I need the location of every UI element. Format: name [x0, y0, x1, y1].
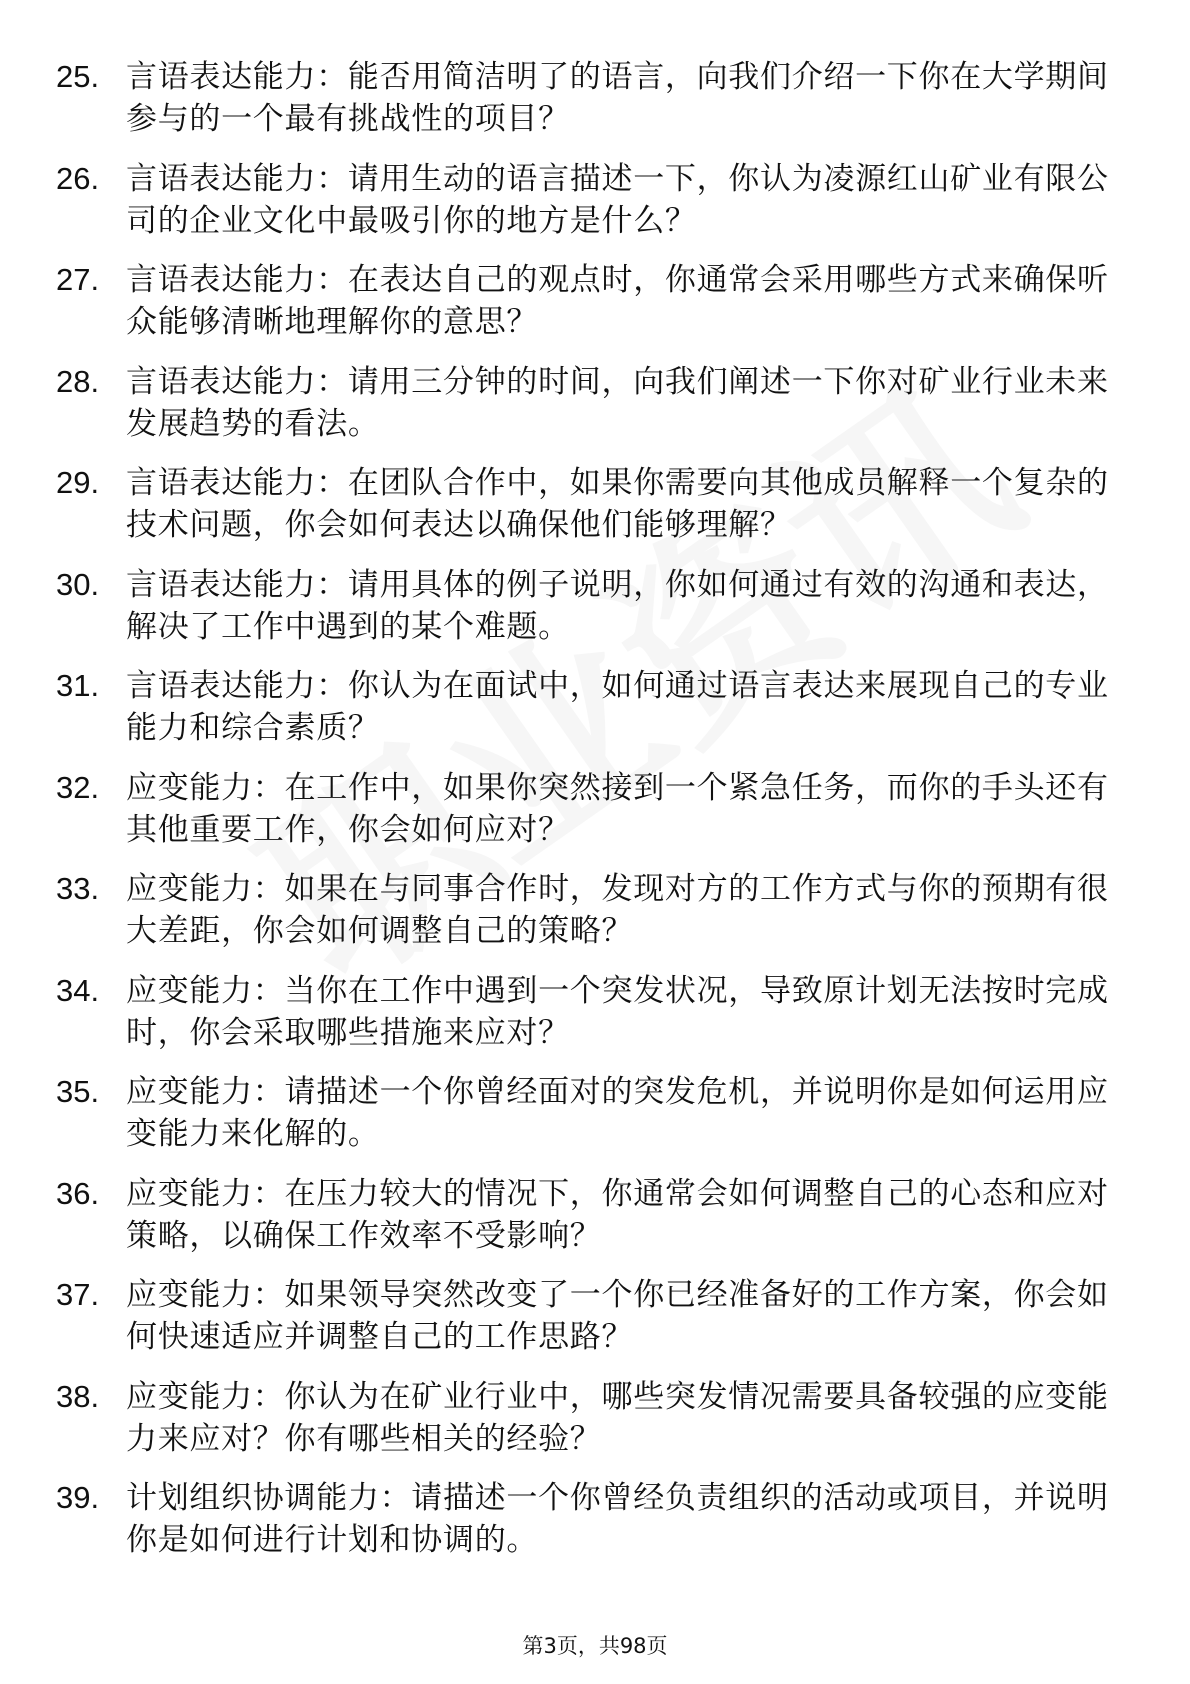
question-item — [0, 970, 1190, 1072]
page-footer: 第3页，共98页 — [522, 1634, 668, 1658]
question-item — [0, 1477, 1190, 1579]
question-number: 26. — [56, 160, 100, 196]
question-text: 应变能力：你认为在矿业行业中，哪些突发情况需要具备较强的应变能力来应对？你有哪些相关的经验？ — [126, 1378, 1109, 1457]
question-number: 36. — [56, 1175, 100, 1211]
question-text: 应变能力：如果在与同事合作时，发现对方的工作方式与你的预期有很大差距，你会如何调整自己的策略？ — [126, 871, 1109, 949]
question-item — [0, 259, 1190, 361]
question-number: 27. — [56, 262, 100, 297]
question-number: 38. — [56, 1378, 100, 1414]
question-text: 应变能力：在工作中，如果你突然接到一个紧急任务，而你的手头还有其他重要工作，你会如何应对？ — [126, 769, 1109, 848]
question-item — [0, 1173, 1190, 1275]
question-text: 言语表达能力：能否用简洁明了的语言，向我们介绍一下你在大学期间参与的一个最有挑战性的项目？ — [126, 59, 1109, 137]
question-text: 言语表达能力：在表达自己的观点时，你通常会采用哪些方式来确保听众能够清晰地理解你的意思？ — [126, 262, 1109, 340]
question-item — [0, 564, 1190, 666]
question-number: 32. — [56, 769, 100, 805]
question-item — [0, 1376, 1190, 1478]
question-number: 39. — [56, 1480, 100, 1515]
question-text: 言语表达能力：请用三分钟的时间，向我们阐述一下你对矿业行业未来发展趋势的看法。 — [126, 363, 1109, 442]
question-text: 言语表达能力：在团队合作中，如果你需要向其他成员解释一个复杂的技术问题，你会如何表达以确保他们能够理解？ — [126, 465, 1109, 543]
question-list — [0, 56, 1190, 1579]
question-text: 计划组织协调能力：请描述一个你曾经负责组织的活动或项目，并说明你是如何进行计划和协调的。 — [126, 1480, 1109, 1558]
question-text: 应变能力：如果领导突然改变了一个你已经准备好的工作方案，你会如何快速适应并调整自己的工作思路？ — [126, 1277, 1109, 1355]
question-text: 言语表达能力：请用生动的语言描述一下，你认为凌源红山矿业有限公司的企业文化中最吸引你的地方是什么？ — [126, 160, 1109, 239]
question-item — [0, 767, 1190, 869]
question-number: 31. — [56, 668, 100, 703]
question-item — [0, 158, 1190, 260]
question-text: 应变能力：在压力较大的情况下，你通常会如何调整自己的心态和应对策略，以确保工作效率不受影响？ — [126, 1175, 1109, 1254]
question-item — [0, 868, 1190, 970]
question-number: 30. — [56, 566, 100, 602]
question-number: 37. — [56, 1277, 100, 1312]
question-number: 29. — [56, 465, 100, 500]
question-item — [0, 56, 1190, 158]
question-text: 应变能力：当你在工作中遇到一个突发状况，导致原计划无法按时完成时，你会采取哪些措施来应对？ — [126, 972, 1109, 1051]
question-number: 35. — [56, 1074, 100, 1109]
question-item — [0, 665, 1190, 767]
question-text: 言语表达能力：你认为在面试中，如何通过语言表达来展现自己的专业能力和综合素质？ — [126, 668, 1109, 746]
question-number: 28. — [56, 363, 100, 399]
question-number: 33. — [56, 871, 100, 906]
question-item — [0, 462, 1190, 564]
question-text: 言语表达能力：请用具体的例子说明，你如何通过有效的沟通和表达，解决了工作中遇到的某个难题。 — [126, 566, 1109, 645]
question-text: 应变能力：请描述一个你曾经面对的突发危机，并说明你是如何运用应变能力来化解的。 — [126, 1074, 1109, 1152]
question-item — [0, 1274, 1190, 1376]
question-number: 34. — [56, 972, 100, 1008]
question-item — [0, 361, 1190, 463]
question-number: 25. — [56, 59, 100, 94]
question-item — [0, 1071, 1190, 1173]
